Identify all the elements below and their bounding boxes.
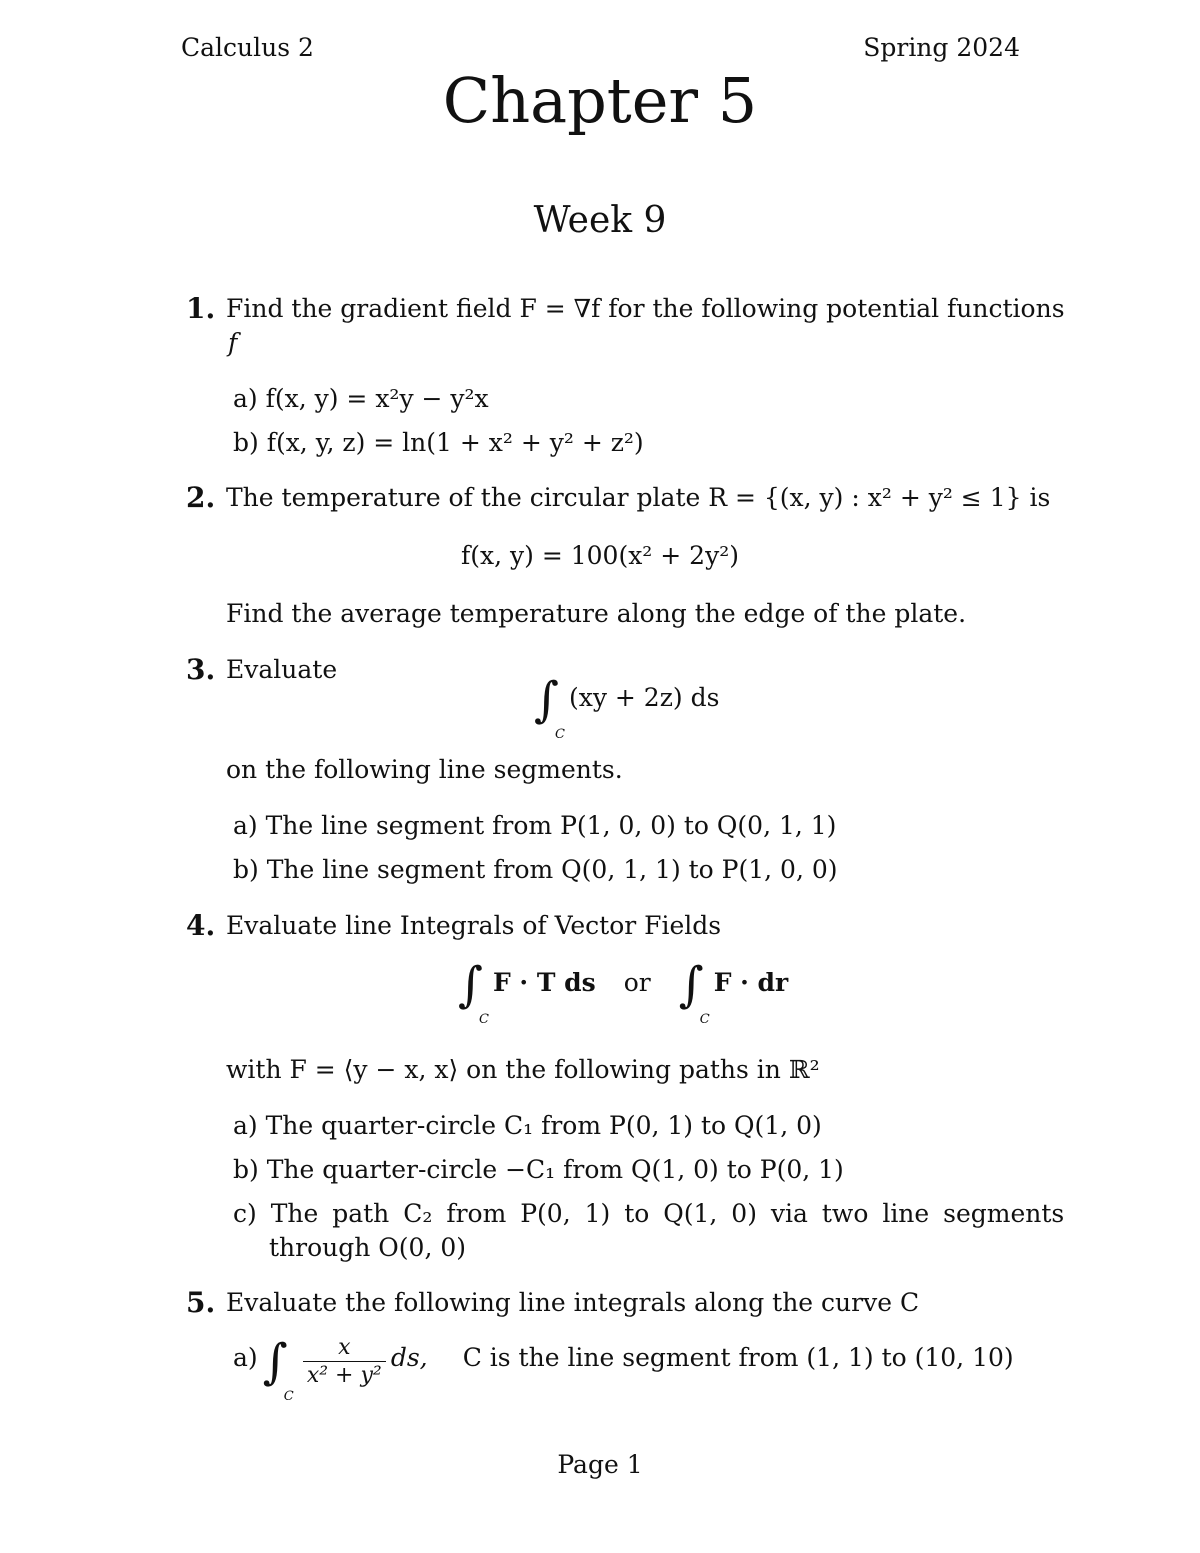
q5-frac-den: x² + y² bbox=[306, 1363, 382, 1388]
q1-text-cont: f bbox=[228, 328, 238, 357]
q4-number: 4. bbox=[186, 909, 216, 942]
q4-item-c: c) The path C₂ from P(0, 1) to Q(1, 0) via two line segments bbox=[233, 1199, 1065, 1228]
q2-number: 2. bbox=[186, 481, 216, 514]
q4-integrals bbox=[458, 957, 789, 1027]
q4-integral-left: F · T ds bbox=[492, 968, 596, 997]
q4-integral-right: F · dr bbox=[713, 968, 789, 997]
q5-integral-sub: C bbox=[283, 1389, 294, 1404]
q5-item-label: a) bbox=[233, 1343, 258, 1372]
q1-item-b: b) f(x, y, z) = ln(1 + x² + y² + z²) bbox=[233, 428, 644, 457]
q4-or-label: or bbox=[623, 968, 651, 997]
integral-sign-icon: ∫ bbox=[262, 1334, 288, 1390]
q1-item-a: a) f(x, y) = x²y − y²x bbox=[233, 384, 489, 413]
integral-sign-icon: ∫ bbox=[678, 957, 704, 1013]
q4-text-after: with F = ⟨y − x, x⟩ on the following paths in ℝ² bbox=[226, 1055, 820, 1084]
q4-item-b: b) The quarter-circle −C₁ from Q(1, 0) to P(0, 1) bbox=[233, 1155, 844, 1184]
q3-text: Evaluate bbox=[226, 655, 338, 684]
q3-text-after: on the following line segments. bbox=[226, 755, 623, 784]
q3-integral-sub: C bbox=[555, 727, 565, 742]
q3-number: 3. bbox=[186, 653, 216, 686]
q3-integral-body: (xy + 2z) ds bbox=[568, 683, 720, 712]
course-name: Calculus 2 bbox=[181, 33, 314, 62]
q5-text: Evaluate the following line integrals along the curve C bbox=[226, 1288, 920, 1317]
q5-after-frac: ds, bbox=[390, 1343, 428, 1372]
q2-formula: f(x, y) = 100(x² + 2y²) bbox=[461, 541, 739, 570]
integral-sign-icon: ∫ bbox=[534, 672, 560, 728]
integral-sign-icon: ∫ bbox=[458, 957, 484, 1013]
q4-item-c-cont: through O(0, 0) bbox=[269, 1233, 467, 1262]
q3-integral bbox=[534, 672, 720, 742]
q1-number: 1. bbox=[186, 292, 216, 325]
q5-fraction bbox=[303, 1334, 386, 1390]
q4-item-a: a) The quarter-circle C₁ from P(0, 1) to Q(1, 0) bbox=[233, 1111, 822, 1140]
q4-text: Evaluate line Integrals of Vector Fields bbox=[226, 911, 722, 940]
q5-item-a bbox=[233, 1334, 1014, 1402]
page-title: Chapter 5 bbox=[442, 64, 758, 137]
q5-condition: C is the line segment from (1, 1) to (10, 10) bbox=[462, 1343, 1014, 1372]
q1-text: Find the gradient field F = ∇f for the following potential functions bbox=[226, 294, 1065, 323]
q5-frac-num: x bbox=[303, 1334, 386, 1363]
q2-text: The temperature of the circular plate R = {(x, y) : x² + y² ≤ 1} is bbox=[226, 483, 1051, 512]
q3-item-b: b) The line segment from Q(0, 1, 1) to P(1, 0, 0) bbox=[233, 855, 838, 884]
q3-item-a: a) The line segment from P(1, 0, 0) to Q(0, 1, 1) bbox=[233, 811, 837, 840]
q2-text-after: Find the average temperature along the edge of the plate. bbox=[226, 599, 967, 628]
semester: Spring 2024 bbox=[863, 33, 1020, 62]
week-heading: Week 9 bbox=[533, 200, 667, 241]
q5-number: 5. bbox=[186, 1286, 216, 1319]
q4-integral-sub-right: C bbox=[699, 1012, 710, 1027]
page-number: Page 1 bbox=[557, 1450, 643, 1479]
q4-integral-sub-left: C bbox=[479, 1012, 489, 1027]
